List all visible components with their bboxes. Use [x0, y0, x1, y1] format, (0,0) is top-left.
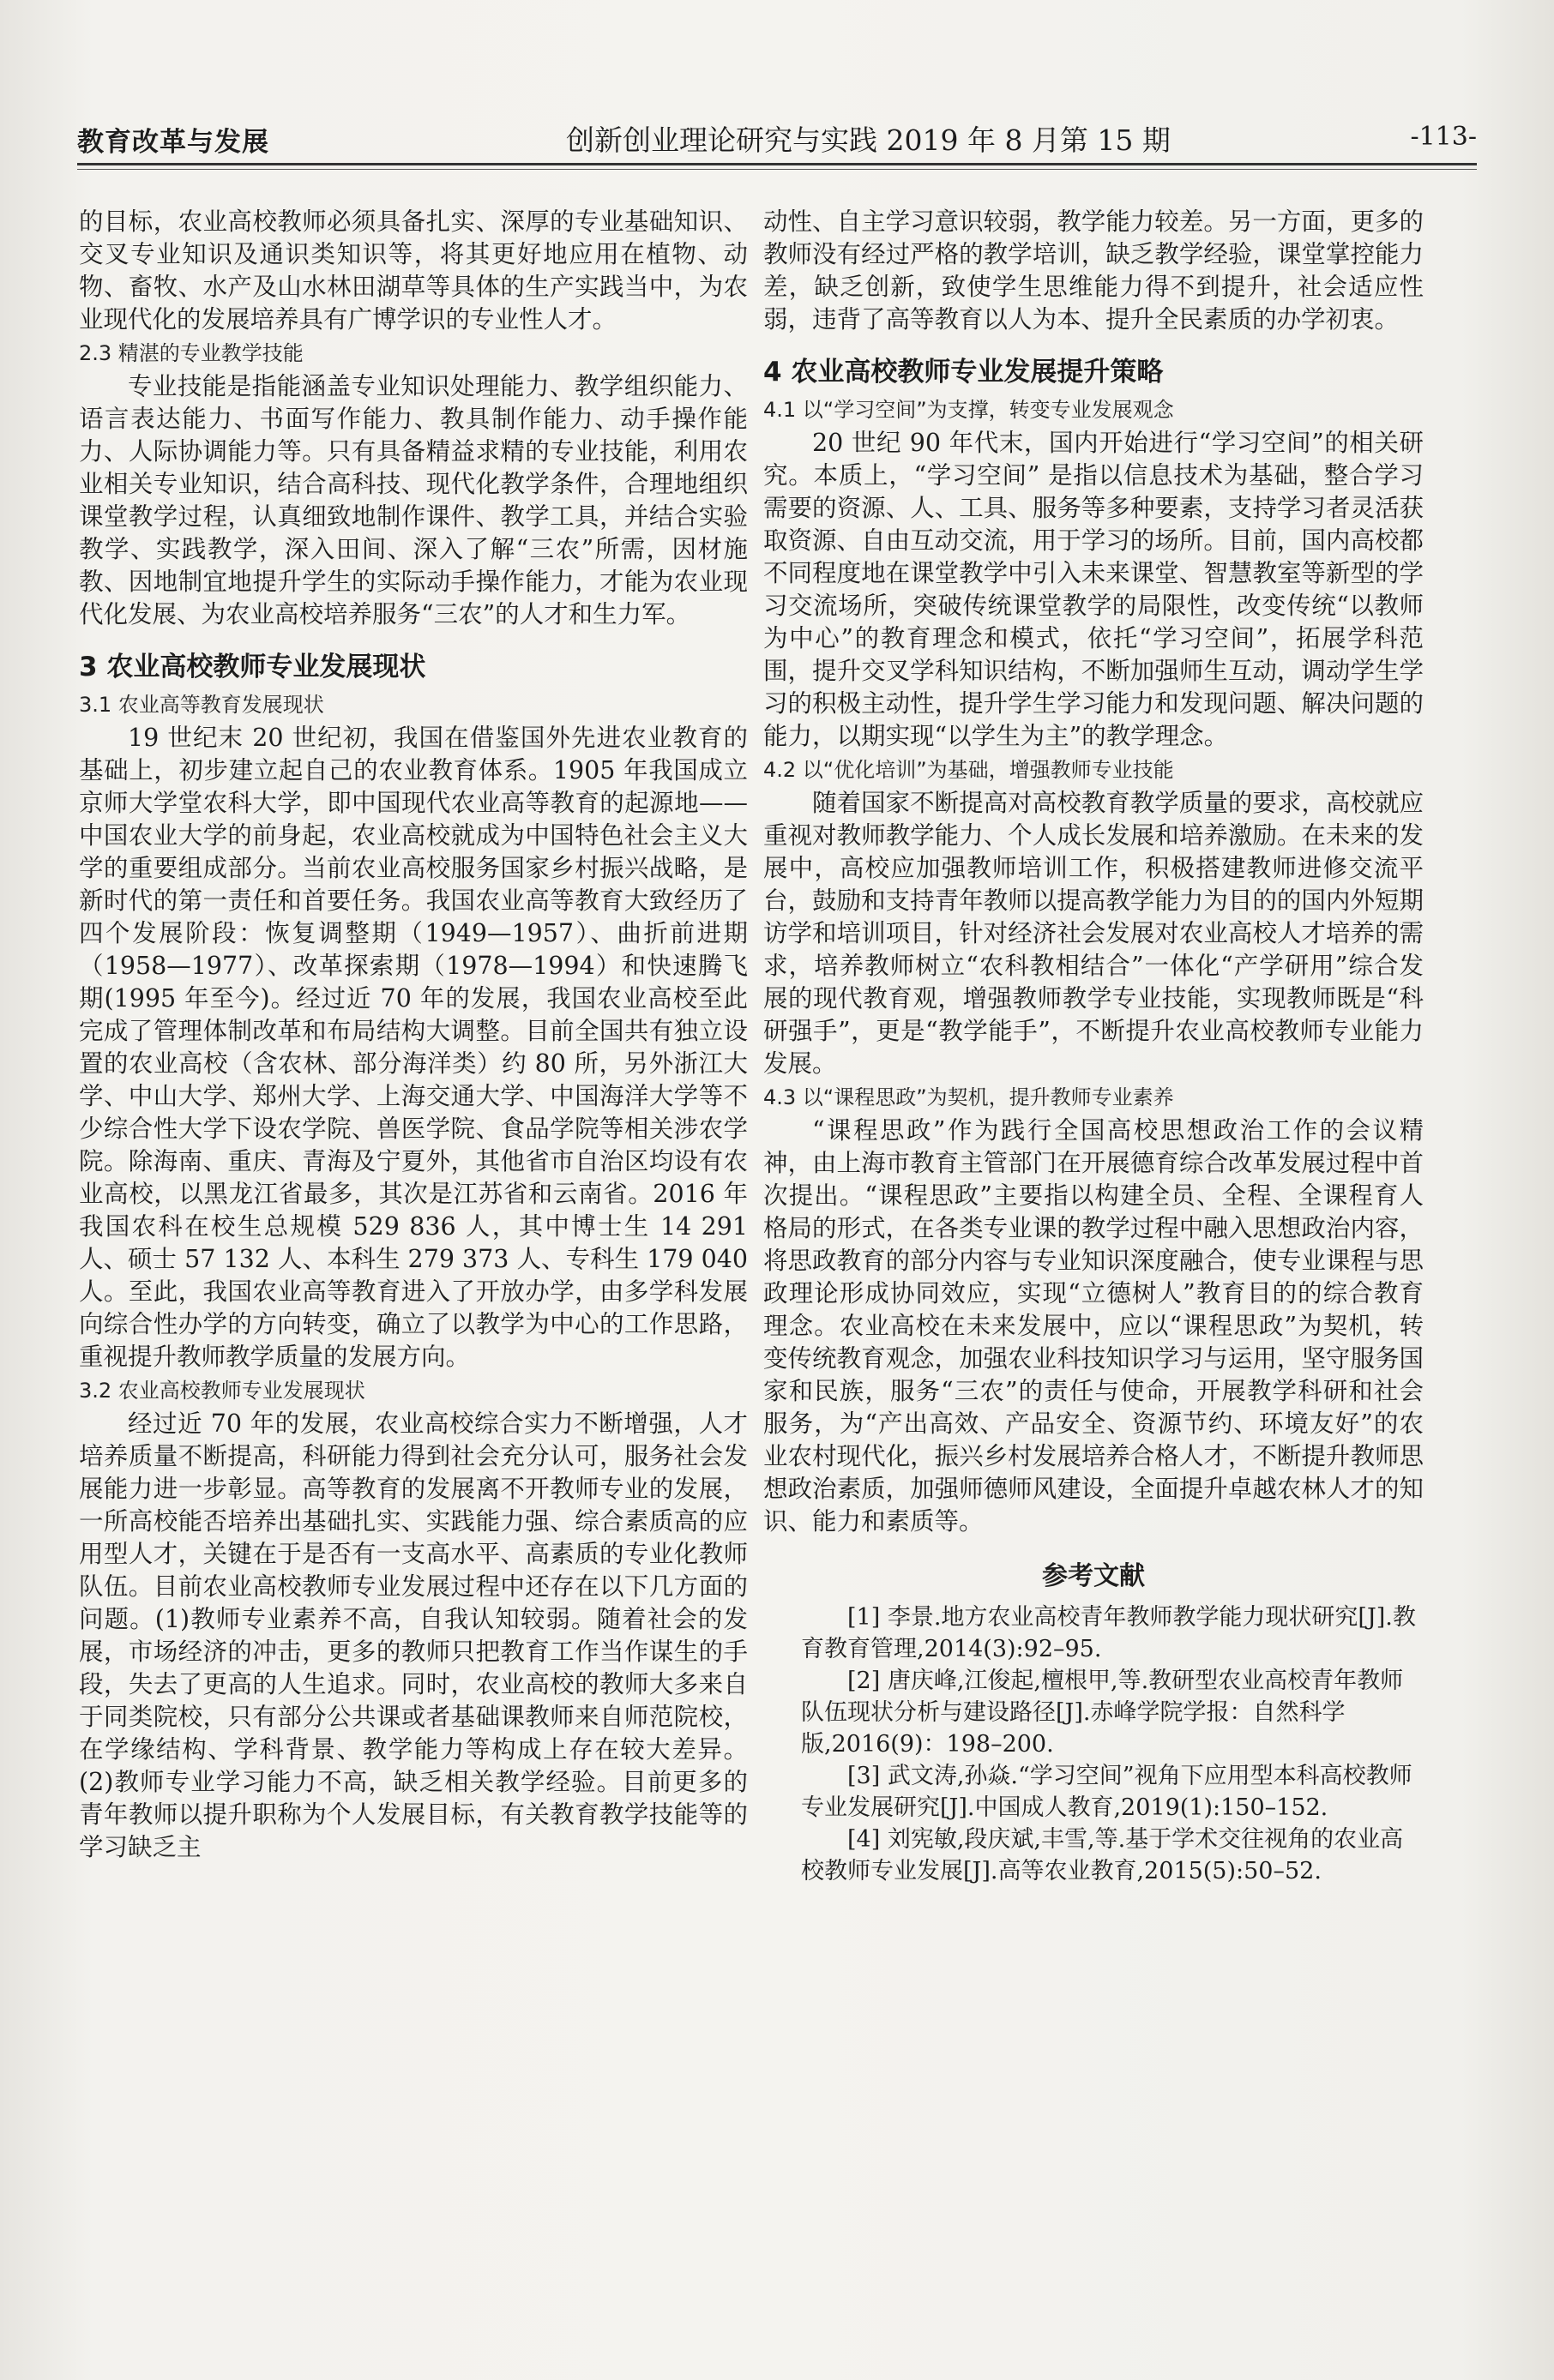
paragraph: 20 世纪 90 年代末，国内开始进行“学习空间”的相关研究。本质上，“学习空间” 是指以信息技术为基础，整合学习需要的资源、人、工具、服务等多种要素，支持学习者灵活获取资源、自由互动交流，用于学习的场所。目前，国内高校都不同程度地在课堂教学中引入未来课堂、智慧教室等新型的学习交流场所，突破传统课堂教学的局限性，改变传统“以教师为中心”的教育理念和模式，依托“学习空间”，拓展学科范围，提升交叉学科知识结构，不断加强师生互动，调动学生学习的积极主动性，提升学生学习能力和发现问题、解决问题的能力，以期实现“以学生为主”的教学理念。: [763, 429, 1424, 750]
references-title: 参考文献: [1042, 1561, 1145, 1591]
paragraph: 动性、自主学习意识较弱，教学能力较差。另一方面，更多的教师没有经过严格的教学培训，缺乏教学经验，课堂掌控能力差，缺乏创新，致使学生思维能力得不到提升，社会适应性弱，违背了高等教育以人为本、提升全民素质的办学初衷。: [763, 207, 1424, 334]
paragraph: 经过近 70 年的发展，农业高校综合实力不断增强，人才培养质量不断提高，科研能力得到社会充分认可，服务社会发展能力进一步彰显。高等教育的发展离不开教师专业的发展，一所高校能否培养出基础扎实、实践能力强、综合素质高的应用型人才，关键在于是否有一支高水平、高素质的专业化教师队伍。目前农业高校教师专业发展过程中还存在以下几方面的问题。(1)教师专业素养不高，自我认知较弱。随着社会的发展，市场经济的冲击，更多的教师只把教育工作当作谋生的手段，失去了更高的人生追求。同时，农业高校的教师大多来自于同类院校，只有部分公共课或者基础课教师来自师范院校，在学缘结构、学科背景、教学能力等构成上存在较大差异。(2)教师专业学习能力不高，缺乏相关教学经验。目前更多的青年教师以提升职称为个人发展目标，有关教育教学技能等的学习缺乏主: [79, 1409, 748, 1861]
paragraph: 的目标，农业高校教师必须具备扎实、深厚的专业基础知识、交叉专业知识及通识类知识等，将其更好地应用在植物、动物、畜牧、水产及山水林田湖草等具体的生产实践当中，为农业现代化的发展培养具有广博学识的专业性人才。: [79, 207, 748, 334]
paragraph: 19 世纪末 20 世纪初，我国在借鉴国外先进农业教育的基础上，初步建立起自己的农业教育体系。1905 年我国成立京师大学堂农科大学，即中国现代农业高等教育的起源地——中国农业大学的前身起，农业高校就成为中国特色社会主义大学的重要组成部分。当前农业高校服务国家乡村振兴战略，是新时代的第一责任和首要任务。我国农业高等教育大致经历了四个发展阶段：恢复调整期（1949—1957）、曲折前进期（1958—1977）、改革探索期（1978—1994）和快速腾飞期(1995 年至今)。经过近 70 年的发展，我国农业高校至此完成了管理体制改革和布局结构大调整。目前全国共有独立设置的农业高校（含农林、部分海洋类）约 80 所，另外浙江大学、中山大学、郑州大学、上海交通大学、中国海洋大学等不少综合性大学下设农学院、兽医学院、食品学院等相关涉农学院。除海南、重庆、青海及宁夏外，其他省市自治区均设有农业高校，以黑龙江省最多，其次是江苏省和云南省。2016 年我国农科在校生总规模 529 836 人，其中博士生 14 291 人、硕士 57 132 人、本科生 279 373 人、专科生 179 040 人。至此，我国农业高等教育进入了开放办学，由多学科发展向综合性办学的方向转变，确立了以教学为中心的工作思路，重视提升教师教学质量的发展方向。: [79, 724, 748, 1371]
right-column: [763, 206, 1424, 1887]
running-header: [77, 111, 1477, 165]
reference-item: [3] 武文涛,孙焱.“学习空间”视角下应用型本科高校教师专业发展研究[J].中国成人教育,2019(1):150–152.: [801, 1763, 1412, 1821]
section-heading-3: 3 农业高校教师专业发展现状: [79, 652, 426, 682]
header-rule: [77, 169, 1477, 170]
subsection-heading-3-2: 3.2 农业高校教师专业发展现状: [79, 1379, 365, 1403]
paragraph: “课程思政”作为践行全国高校思想政治工作的会议精神，由上海市教育主管部门在开展德育综合改革发展过程中首次提出。“课程思政”主要指以构建全员、全程、全课程育人格局的形式，在各类专业课的教学过程中融入思想政治内容，将思政教育的部分内容与专业知识深度融合，使专业课程与思政理论形成协同效应，实现“立德树人”教育目的的综合教育理念。农业高校在未来发展中，应以“课程思政”为契机，转变传统教育观念，加强农业科技知识学习与运用，坚守服务国家和民族，服务“三农”的责任与使命，开展教学科研和社会服务，为“产出高效、产品安全、资源节约、环境友好”的农业农村现代化，振兴乡村发展培养合格人才，不断提升教师思想政治素质，加强师德师风建设，全面提升卓越农林人才的知识、能力和素质等。: [763, 1116, 1424, 1536]
section-heading-4: 4 农业高校教师专业发展提升策略: [763, 357, 1164, 388]
paragraph: 专业技能是指能涵盖专业知识处理能力、教学组织能力、语言表达能力、书面写作能力、教具制作能力、动手操作能力、人际协调能力等。只有具备精益求精的专业技能，利用农业相关专业知识，结合高科技、现代化教学条件，合理地组织课堂教学过程，认真细致地制作课件、教学工具，并结合实验教学、实践教学，深入田间、深入了解“三农”所需，因材施教、因地制宜地提升学生的实际动手操作能力，才能为农业现代化发展、为农业高校培养服务“三农”的人才和生力军。: [79, 372, 748, 628]
subsection-heading-4-1: 4.1 以“学习空间”为支撑，转变专业发展观念: [763, 398, 1174, 422]
left-column: [79, 206, 748, 1864]
reference-item: [1] 李景.地方农业高校青年教师教学能力现状研究[J].教育教育管理,2014(3):92–95.: [801, 1604, 1416, 1662]
header-journal: 创新创业理论研究与实践 2019 年 8 月第 15 期: [566, 123, 1171, 157]
reference-item: [2] 唐庆峰,江俊起,檀根甲,等.教研型农业高校青年教师队伍现状分析与建设路径[J].赤峰学院学报：自然科学版,2016(9)：198–200.: [801, 1668, 1404, 1758]
subsection-heading-4-3: 4.3 以“课程思政”为契机，提升教师专业素养: [763, 1085, 1174, 1109]
header-page-number: -113-: [1410, 122, 1477, 152]
header-section: 教育改革与发展: [77, 127, 269, 158]
paragraph: 随着国家不断提高对高校教育教学质量的要求，高校就应重视对教师教学能力、个人成长发展和培养激励。在未来的发展中，高校应加强教师培训工作，积极搭建教师进修交流平台，鼓励和支持青年教师以提高教学能力为目的的国内外短期访学和培训项目，针对经济社会发展对农业高校人才培养的需求，培养教师树立“农科教相结合”一体化“产学研用”综合发展的现代教育观，增强教师教学专业技能，实现教师既是“科研强手”，更是“教学能手”，不断提升农业高校教师专业能力发展。: [763, 789, 1424, 1078]
subsection-heading-2-3: 2.3 精湛的专业教学技能: [79, 341, 304, 365]
subsection-heading-3-1: 3.1 农业高等教育发展现状: [79, 693, 324, 717]
subsection-heading-4-2: 4.2 以“优化培训”为基础，增强教师专业技能: [763, 758, 1174, 782]
reference-item: [4] 刘宪敏,段庆斌,丰雪,等.基于学术交往视角的农业高校教师专业发展[J].高等农业教育,2015(5):50–52.: [801, 1826, 1404, 1884]
